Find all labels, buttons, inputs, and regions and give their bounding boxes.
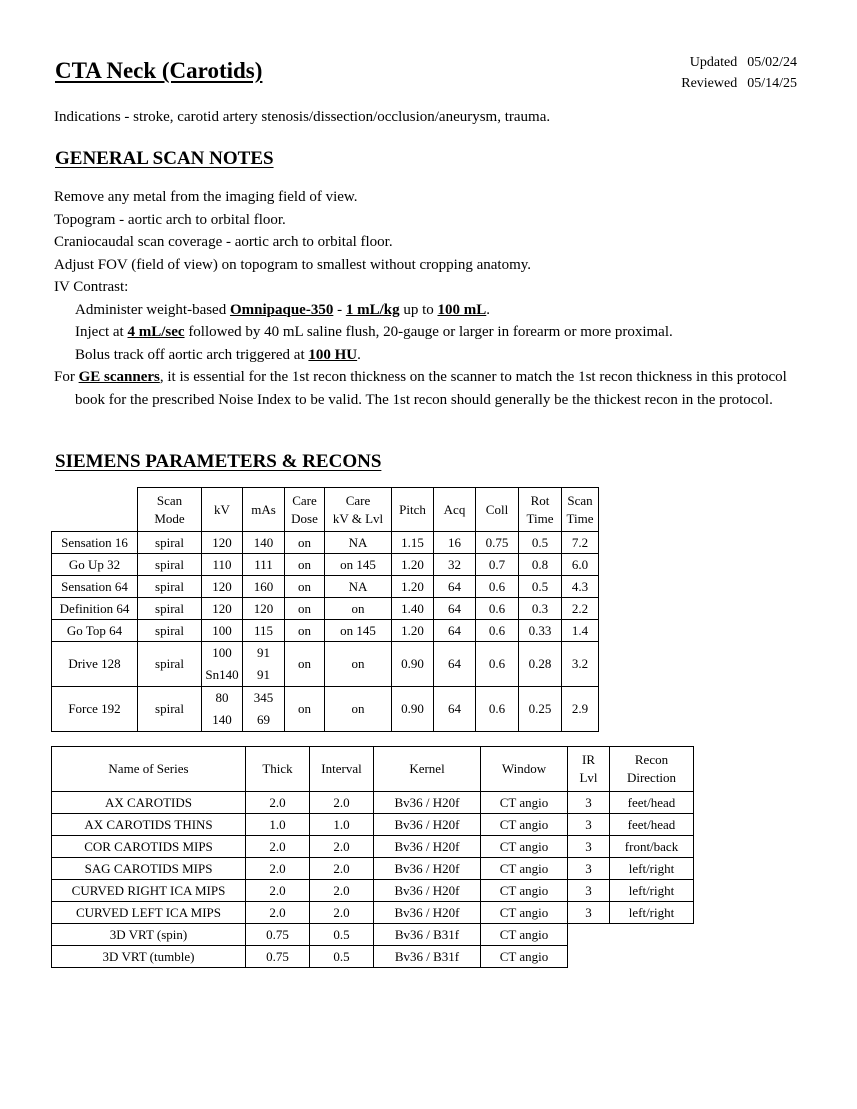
cell: Bv36 / H20f	[374, 880, 481, 902]
text: .	[357, 346, 361, 363]
cell: 2.0	[246, 836, 310, 858]
cell: 0.33	[519, 620, 562, 642]
mas-value: 91	[257, 667, 270, 682]
cell: 100	[202, 620, 243, 642]
note-line: Adjust FOV (field of view) on topogram to smallest without cropping anatomy.	[54, 256, 532, 273]
cell: 7.2	[562, 532, 599, 554]
cell: Bv36 / H20f	[374, 902, 481, 924]
cell: 0.6	[476, 687, 519, 732]
cell: 1.0	[310, 814, 374, 836]
table-row	[52, 554, 599, 576]
header-text: Care	[292, 492, 317, 508]
series-name: CURVED LEFT ICA MIPS	[52, 902, 246, 924]
cell: 0.90	[392, 687, 434, 732]
cell: on	[285, 620, 325, 642]
note-line: Craniocaudal scan coverage - aortic arch to orbital floor.	[54, 234, 393, 250]
series-name: 3D VRT (spin)	[52, 924, 246, 946]
cell: 0.75	[246, 946, 310, 968]
cell-kv-dual	[202, 687, 243, 732]
cell: 0.6	[476, 576, 519, 598]
cell: 3	[568, 858, 610, 880]
text: Inject at	[75, 324, 128, 340]
cell: 0.75	[246, 924, 310, 946]
header-text: kV & Lvl	[332, 510, 384, 526]
scanner-name: Go Top 64	[52, 620, 138, 642]
header-text: Direction	[626, 770, 677, 785]
header-text: Rot	[530, 492, 550, 508]
table-row	[52, 576, 599, 598]
cell: 3	[568, 880, 610, 902]
cell: 2.2	[562, 598, 599, 620]
cell	[568, 924, 610, 946]
table-row	[52, 620, 599, 642]
cell-mas-dual	[243, 687, 285, 732]
cell: on	[285, 532, 325, 554]
cell: 110	[202, 554, 243, 576]
cell: left/right	[610, 880, 694, 902]
cell: 2.0	[310, 880, 374, 902]
text: up to	[399, 301, 438, 318]
text: Bolus track off aortic arch triggered at	[75, 346, 309, 363]
text: Administer weight-based	[75, 301, 230, 318]
header-series-name: Name of Series	[52, 747, 246, 792]
header-interval: Interval	[310, 747, 374, 792]
cell: 0.7	[476, 554, 519, 576]
series-name: SAG CAROTIDS MIPS	[52, 858, 246, 880]
cell: 0.3	[519, 598, 562, 620]
table-row	[52, 532, 599, 554]
header-scan-time	[562, 488, 599, 532]
cell: 2.9	[562, 687, 599, 732]
injection-rate: 4 mL/sec	[127, 324, 185, 340]
header-window: Window	[481, 747, 568, 792]
cell: spiral	[138, 554, 202, 576]
cell: left/right	[610, 902, 694, 924]
series-name: COR CAROTIDS MIPS	[52, 836, 246, 858]
cell: 3	[568, 902, 610, 924]
text: followed by 40 mL saline flush, 20-gauge or larger in forearm or more proximal.	[184, 324, 673, 340]
table-row	[52, 687, 599, 732]
note-line: Topogram - aortic arch to orbital floor.	[54, 211, 286, 228]
table-row	[52, 880, 694, 902]
cell: CT angio	[481, 946, 568, 968]
cell: CT angio	[481, 792, 568, 814]
cell: 0.6	[476, 620, 519, 642]
header-kv: kV	[202, 488, 243, 532]
cell: 0.8	[519, 554, 562, 576]
cell: spiral	[138, 532, 202, 554]
cell: 0.28	[519, 642, 562, 687]
series-name: CURVED RIGHT ICA MIPS	[52, 880, 246, 902]
cell: 0.5	[310, 946, 374, 968]
table-row	[52, 598, 599, 620]
cell: 0.6	[476, 642, 519, 687]
updated-label: Updated	[689, 55, 738, 70]
cell: on	[325, 598, 392, 620]
cell: 0.75	[476, 532, 519, 554]
text: For	[54, 369, 79, 385]
note-line: IV Contrast:	[54, 279, 129, 295]
cell: CT angio	[481, 880, 568, 902]
header-coll: Coll	[476, 488, 519, 532]
cell: Bv36 / B31f	[374, 946, 481, 968]
kv-value: 100	[212, 645, 232, 660]
revision-dates	[681, 52, 797, 94]
header-text: Scan	[567, 492, 593, 508]
cell	[568, 946, 610, 968]
cell	[610, 924, 694, 946]
table-row	[52, 792, 694, 814]
cell: CT angio	[481, 924, 568, 946]
cell: 2.0	[246, 792, 310, 814]
cell: 16	[434, 532, 476, 554]
cell: 160	[243, 576, 285, 598]
cell: 1.4	[562, 620, 599, 642]
cell: on	[285, 642, 325, 687]
cell: 2.0	[246, 902, 310, 924]
cell: 2.0	[310, 902, 374, 924]
header-acq: Acq	[434, 488, 476, 532]
header-kernel: Kernel	[374, 747, 481, 792]
contrast-agent: Omnipaque-350	[229, 301, 334, 318]
cell: 1.15	[392, 532, 434, 554]
cell: 32	[434, 554, 476, 576]
scanner-name: Sensation 16	[52, 532, 138, 554]
cell: NA	[325, 532, 392, 554]
cell: CT angio	[481, 814, 568, 836]
ge-scanners-label: GE scanners	[78, 369, 160, 385]
cell: Bv36 / B31f	[374, 924, 481, 946]
table-row	[52, 946, 694, 968]
cell: 2.0	[310, 858, 374, 880]
cell: 4.3	[562, 576, 599, 598]
text: , it is essential for the 1st recon thickness on the scanner to match the 1st recon thickness in this protocol book for the prescribed Noise Index to be valid. The 1st recon should generally be the thickest recon in the protocol.	[75, 369, 787, 408]
header-ir-level	[568, 747, 610, 792]
cell: 0.5	[519, 576, 562, 598]
cell-mas-dual	[243, 642, 285, 687]
table-row	[52, 814, 694, 836]
table-row	[52, 902, 694, 924]
scanner-name: Definition 64	[52, 598, 138, 620]
cell: 0.90	[392, 642, 434, 687]
reviewed-date: 05/14/25	[747, 76, 797, 91]
cell: 64	[434, 620, 476, 642]
header-text: Time	[566, 510, 594, 526]
cell: CT angio	[481, 858, 568, 880]
siemens-recons-table	[51, 746, 694, 968]
cell: 64	[434, 642, 476, 687]
header-text: Dose	[291, 510, 318, 526]
scanner-name: Drive 128	[52, 642, 138, 687]
cell: 64	[434, 687, 476, 732]
header-care-kv	[325, 488, 392, 532]
kv-value: 80	[215, 690, 229, 705]
header-pitch: Pitch	[392, 488, 434, 532]
mas-value: 91	[257, 645, 270, 660]
cell: on	[285, 576, 325, 598]
cell: 64	[434, 576, 476, 598]
cell: 0.6	[476, 598, 519, 620]
siemens-heading: SIEMENS PARAMETERS & RECONS	[55, 451, 382, 472]
header-text: Lvl	[579, 770, 598, 785]
cell: spiral	[138, 576, 202, 598]
ge-scanner-note	[54, 366, 794, 411]
cell: 120	[202, 598, 243, 620]
cell: 6.0	[562, 554, 599, 576]
note-line: Remove any metal from the imaging field of view.	[54, 189, 358, 205]
text: .	[486, 301, 491, 318]
cell: on	[285, 687, 325, 732]
header-mas: mAs	[243, 488, 285, 532]
cell: 2.0	[310, 792, 374, 814]
header-care-dose	[285, 488, 325, 532]
cell: left/right	[610, 858, 694, 880]
indications-text: Indications - stroke, carotid artery stenosis/dissection/occlusion/aneurysm, trauma.	[54, 109, 551, 125]
cell: spiral	[138, 598, 202, 620]
cell: spiral	[138, 642, 202, 687]
siemens-parameters-table	[51, 487, 599, 732]
cell: on 145	[325, 620, 392, 642]
cell-kv-dual	[202, 642, 243, 687]
cell: 3	[568, 792, 610, 814]
cell: 0.5	[519, 532, 562, 554]
cell: 140	[243, 532, 285, 554]
cell: feet/head	[610, 814, 694, 836]
cell: spiral	[138, 687, 202, 732]
bolus-track-line	[54, 344, 794, 367]
table-row	[52, 858, 694, 880]
cell: feet/head	[610, 792, 694, 814]
cell: on 145	[325, 554, 392, 576]
header-text: Time	[526, 510, 554, 526]
cell: on	[325, 642, 392, 687]
cell: 120	[202, 532, 243, 554]
contrast-dose-line	[54, 299, 794, 322]
trigger-threshold: 100 HU	[308, 346, 358, 363]
cell: 64	[434, 598, 476, 620]
cell: front/back	[610, 836, 694, 858]
table-row	[52, 642, 599, 687]
updated-date: 05/02/24	[747, 55, 797, 70]
cell: 3	[568, 836, 610, 858]
recons-header-row	[52, 747, 694, 792]
contrast-max: 100 mL	[437, 301, 487, 318]
cell: 0.25	[519, 687, 562, 732]
mas-value: 345	[253, 690, 274, 705]
cell: 1.40	[392, 598, 434, 620]
reviewed-label: Reviewed	[681, 76, 738, 91]
contrast-dose: 1 mL/kg	[345, 301, 400, 318]
cell: on	[285, 554, 325, 576]
header-scan-mode	[138, 488, 202, 532]
cell: CT angio	[481, 836, 568, 858]
cell: on	[325, 687, 392, 732]
table-row	[52, 924, 694, 946]
cell: NA	[325, 576, 392, 598]
header-rot-time	[519, 488, 562, 532]
cell: 115	[243, 620, 285, 642]
general-notes-heading: GENERAL SCAN NOTES	[55, 148, 274, 169]
kv-value: Sn140	[205, 667, 239, 682]
cell: 3	[568, 814, 610, 836]
general-notes	[54, 186, 794, 411]
scanner-name: Go Up 32	[52, 554, 138, 576]
page-title: CTA Neck (Carotids)	[55, 58, 263, 83]
cell: spiral	[138, 620, 202, 642]
series-name: AX CAROTIDS	[52, 792, 246, 814]
params-header-row	[52, 488, 599, 532]
header-text: Recon	[634, 752, 669, 767]
series-name: AX CAROTIDS THINS	[52, 814, 246, 836]
blank-cell	[52, 488, 138, 532]
header-thick: Thick	[246, 747, 310, 792]
cell: 1.20	[392, 554, 434, 576]
cell: 2.0	[310, 836, 374, 858]
header-recon-direction	[610, 747, 694, 792]
cell: 1.0	[246, 814, 310, 836]
cell: CT angio	[481, 902, 568, 924]
cell: Bv36 / H20f	[374, 814, 481, 836]
cell: 2.0	[246, 858, 310, 880]
header-text: IR	[582, 752, 595, 767]
cell: 3.2	[562, 642, 599, 687]
cell: 111	[243, 554, 285, 576]
cell: 120	[202, 576, 243, 598]
cell: 1.20	[392, 576, 434, 598]
header-text: Mode	[154, 510, 185, 526]
series-name: 3D VRT (tumble)	[52, 946, 246, 968]
cell: 1.20	[392, 620, 434, 642]
table-row	[52, 836, 694, 858]
cell: 0.5	[310, 924, 374, 946]
mas-value: 69	[257, 712, 270, 727]
cell	[610, 946, 694, 968]
contrast-rate-line	[54, 321, 794, 344]
kv-value: 140	[212, 712, 232, 727]
scanner-name: Force 192	[52, 687, 138, 732]
cell: 2.0	[246, 880, 310, 902]
header-text: Care	[345, 492, 371, 508]
text: -	[333, 301, 346, 318]
cell: Bv36 / H20f	[374, 836, 481, 858]
scanner-name: Sensation 64	[52, 576, 138, 598]
cell: on	[285, 598, 325, 620]
cell: Bv36 / H20f	[374, 792, 481, 814]
cell: 120	[243, 598, 285, 620]
cell: Bv36 / H20f	[374, 858, 481, 880]
header-text: Scan	[156, 492, 183, 508]
